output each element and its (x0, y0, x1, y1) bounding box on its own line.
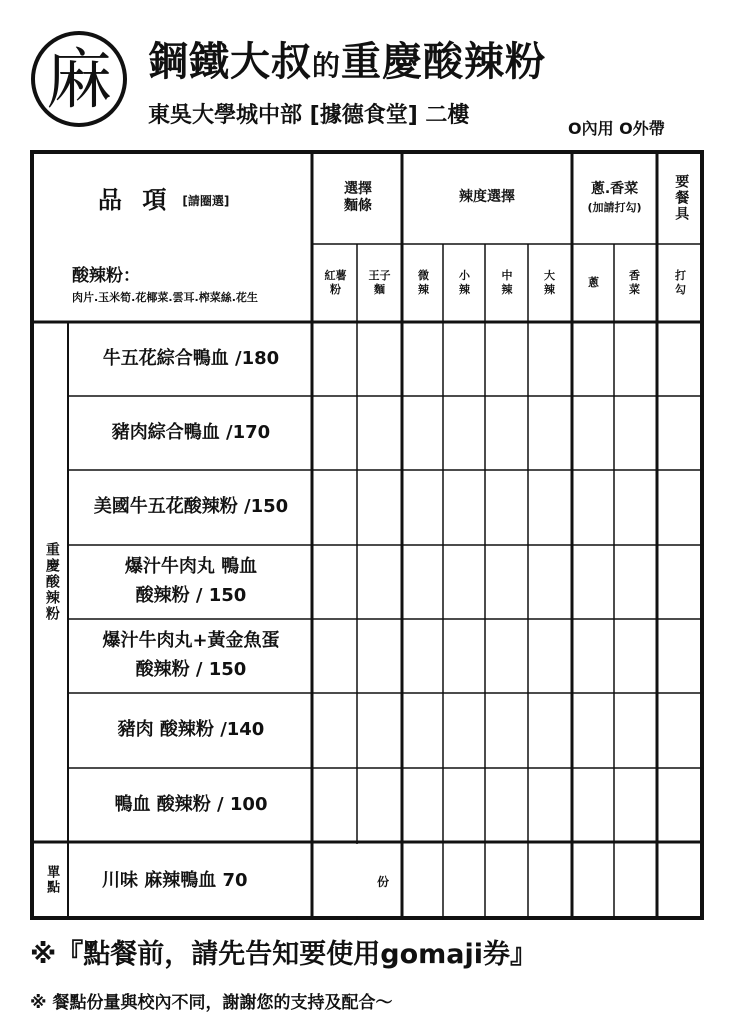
sub-header-5 (529, 246, 570, 320)
single-item-name[interactable]: 川味 麻辣鴨血 70 (102, 869, 248, 891)
item-header-label: 品 項 (98, 185, 173, 214)
sub-header-line2: 辣 (544, 283, 555, 296)
sub-header-line2: 粉 (330, 283, 341, 296)
group-noodle-header (314, 152, 402, 244)
shop-title (148, 30, 546, 87)
sub-header-line2: 辣 (501, 283, 513, 296)
title-part1: 鋼鐵大叔 (148, 39, 312, 85)
sub-header-line1: 大 (544, 268, 555, 282)
group-spice-header: 辣度選擇 (459, 189, 515, 206)
description-ingredients: 肉片.玉米筍.花椰菜.雲耳.榨菜絲.花生 (72, 291, 258, 304)
sub-header-1 (358, 246, 401, 320)
group-noodle-line1: 選擇 (344, 180, 372, 197)
sub-header-line1: 微 (418, 268, 429, 282)
menu-item-line1: 爆汁牛肉丸+黃金魚蛋 (102, 630, 280, 652)
footnote: ※ 餐點份量與校內不同，謝謝您的支持及配合～ (30, 993, 393, 1013)
sub-header-7 (614, 246, 655, 320)
description-title: 酸辣粉： (72, 266, 140, 286)
sub-header-6 (574, 246, 613, 320)
sub-header-line2: 辣 (459, 283, 470, 296)
title-part2: 重慶酸辣粉 (341, 39, 547, 85)
sub-header-line1: 紅薯 (324, 268, 347, 282)
menu-item-0[interactable] (72, 322, 310, 396)
menu-item-1[interactable] (72, 396, 310, 470)
section-chongqing-label: 重慶酸辣粉 (43, 542, 60, 622)
menu-item-line2: 酸辣粉 / 150 (135, 659, 247, 680)
menu-item-4[interactable] (72, 619, 310, 693)
item-header-note: [請圈選] (182, 193, 230, 208)
sub-header-line1: 打 (675, 268, 686, 282)
logo-seal (30, 30, 128, 128)
group-herb-note: (加請打勾) (587, 200, 642, 214)
sub-header-line1: 王子 (368, 268, 391, 282)
sub-header-line1: 小 (459, 268, 470, 282)
group-herb-header (574, 152, 655, 244)
group-utensil-header: 要餐具 (673, 174, 690, 222)
section-single-label: 單點 (44, 865, 60, 895)
sub-header-line2: 菜 (629, 283, 640, 296)
single-item-unit: 份 (376, 874, 389, 889)
group-noodle-line2: 麵條 (344, 198, 372, 214)
sub-header-line1: 蔥 (588, 275, 599, 289)
shop-location: 東吳大學城中部 [據德食堂] 二樓 (148, 103, 470, 128)
menu-item-6[interactable] (72, 768, 310, 842)
sub-header-3 (444, 246, 485, 320)
menu-item-line1: 豬肉綜合鴨血 /170 (111, 421, 271, 443)
sub-header-line2: 麵 (374, 283, 385, 296)
gomaji-notice: ※『點餐前，請先告知要使用gomaji券』 (30, 939, 537, 970)
title-small: 的 (312, 49, 342, 82)
menu-item-line2: 酸辣粉 / 150 (135, 585, 247, 606)
sub-header-4 (486, 246, 528, 320)
sub-header-8 (659, 246, 702, 320)
sub-header-line2: 勾 (675, 283, 686, 296)
menu-item-line1: 鴨血 酸辣粉 / 100 (114, 793, 268, 815)
sub-header-line1: 中 (501, 268, 513, 282)
menu-item-3[interactable] (72, 545, 310, 619)
sub-header-0 (314, 246, 357, 320)
menu-item-line1: 牛五花綜合鴨血 /180 (102, 347, 280, 369)
menu-item-line1: 豬肉 酸辣粉 /140 (117, 718, 265, 740)
sub-header-2 (404, 246, 443, 320)
menu-item-5[interactable] (72, 693, 310, 767)
menu-item-line1: 美國牛五花酸辣粉 /150 (93, 495, 289, 517)
menu-item-2[interactable] (72, 470, 310, 544)
group-herb-label: 蔥.香菜 (590, 181, 639, 198)
sub-header-line2: 辣 (418, 283, 429, 296)
menu-item-line1: 爆汁牛肉丸 鴨血 (124, 556, 258, 578)
description (72, 244, 312, 322)
dine-option[interactable]: O內用 O外帶 (568, 119, 665, 138)
item-header (36, 150, 316, 244)
sub-header-line1: 香 (629, 268, 640, 282)
logo-glyph: 麻 (46, 41, 112, 118)
